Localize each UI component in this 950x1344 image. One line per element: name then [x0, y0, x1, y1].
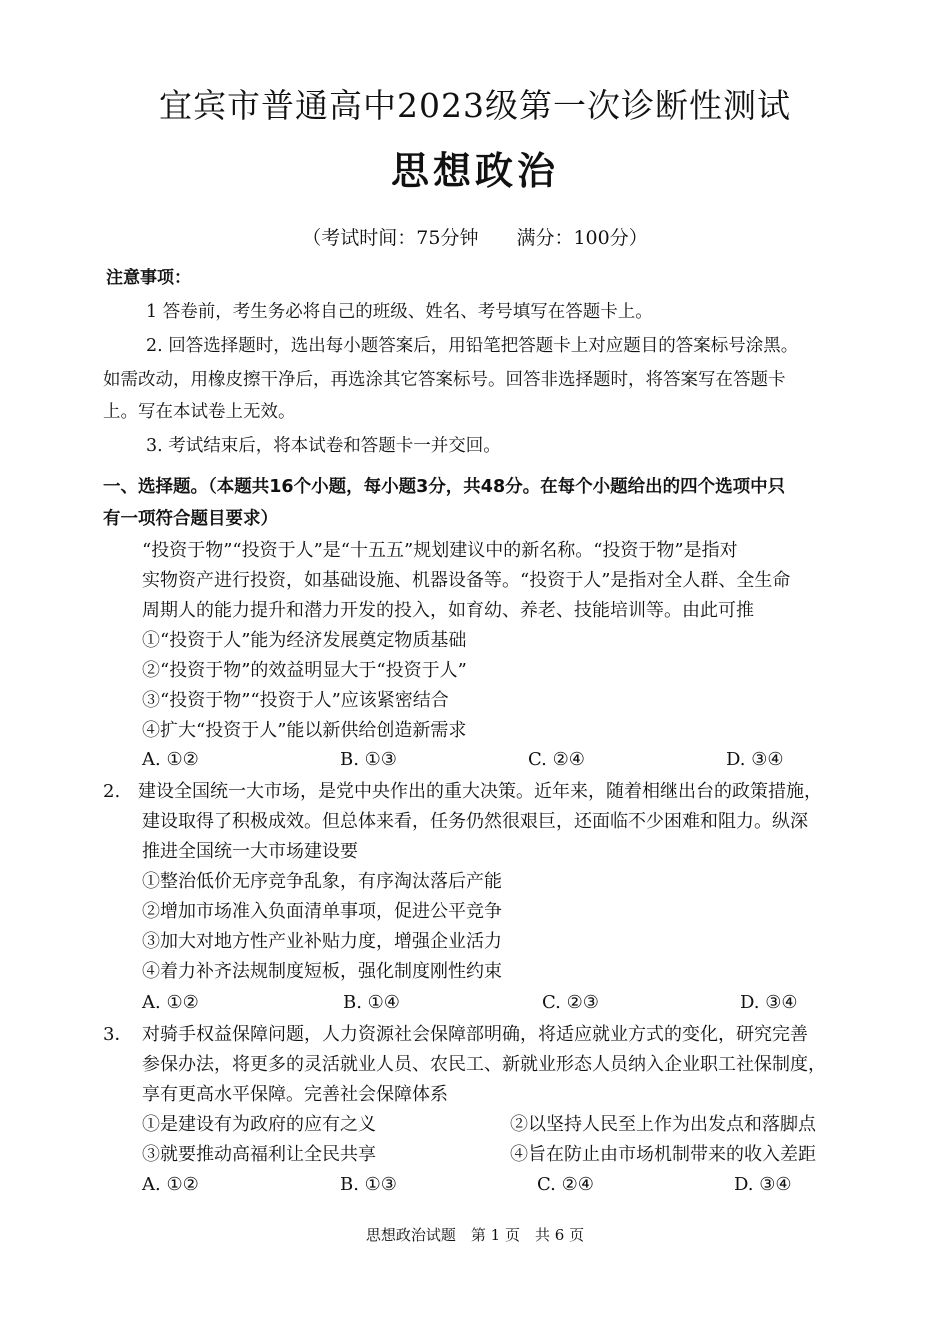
note-line-4: 上。写在本试卷上无效。: [103, 402, 296, 422]
q2-stem-line-2: 建设取得了积极成效。但总体来看，任务仍然很艰巨，还面临不少困难和阻力。纵深: [142, 811, 808, 832]
q1-item-3: ③“投资于物”“投资于人”应该紧密结合: [142, 690, 449, 711]
q3-stem-line-1: 对骑手权益保障问题，人力资源社会保障部明确，将适应就业方式的变化，研究完善: [142, 1024, 808, 1045]
q1-option-a[interactable]: A. ①②: [142, 749, 199, 770]
q1-item-1: ①“投资于人”能为经济发展奠定物质基础: [142, 630, 467, 651]
note-line-3: 如需改动，用橡皮擦干净后，再选涂其它答案标号。回答非选择题时，将答案写在答题卡: [103, 370, 786, 390]
section-heading-line-2: 有一项符合题目要求）: [103, 509, 278, 529]
q2-option-b[interactable]: B. ①④: [343, 992, 400, 1013]
q3-stem-line-2: 参保办法，将更多的灵活就业人员、农民工、新就业形态人员纳入企业职工社保制度，: [142, 1054, 826, 1075]
note-line-5: 3. 考试结束后，将本试卷和答题卡一并交回。: [146, 436, 501, 456]
note-line-1: 1 答卷前，考生务必将自己的班级、姓名、考号填写在答题卡上。: [146, 302, 653, 322]
q2-item-4: ④着力补齐法规制度短板，强化制度刚性约束: [142, 961, 502, 982]
q1-option-d[interactable]: D. ③④: [726, 749, 784, 770]
subject-title: 思想政治: [390, 149, 559, 193]
q3-item-2: ②以坚持人民至上作为出发点和落脚点: [510, 1114, 816, 1135]
q1-stem-line-2: 实物资产进行投资，如基础设施、机器设备等。“投资于人”是指对全人群、全生命: [142, 570, 791, 591]
q3-option-a[interactable]: A. ①②: [142, 1174, 199, 1195]
section-heading-line-1: 一、选择题。（本题共16个小题，每小题3分，共48分。在每个小题给出的四个选项中只: [103, 477, 786, 497]
q3-number: 3．: [103, 1024, 133, 1045]
q3-option-c[interactable]: C. ②④: [537, 1174, 594, 1195]
q3-item-3: ③就要推动高福利让全民共享: [142, 1144, 376, 1165]
page-footer: 思想政治试题 第 1 页 共 6 页: [365, 1226, 585, 1244]
q3-option-b[interactable]: B. ①③: [340, 1174, 397, 1195]
q2-item-3: ③加大对地方性产业补贴力度，增强企业活力: [142, 931, 502, 952]
q3-item-1: ①是建设有为政府的应有之义: [142, 1114, 376, 1135]
q1-stem-line-3: 周期人的能力提升和潜力开发的投入，如育幼、养老、技能培训等。由此可推: [142, 600, 754, 621]
q2-option-d[interactable]: D. ③④: [740, 992, 798, 1013]
exam-title: 宜宾市普通高中2023级第一次诊断性测试: [159, 86, 791, 125]
q2-option-c[interactable]: C. ②③: [542, 992, 599, 1013]
exam-info: （考试时间：75分钟 满分：100分）: [302, 227, 648, 249]
q2-option-a[interactable]: A. ①②: [142, 992, 199, 1013]
q2-stem-line-3: 推进全国统一大市场建设要: [142, 841, 358, 862]
notes-title: 注意事项：: [106, 268, 191, 288]
q1-stem-line-1: “投资于物”“投资于人”是“十五五”规划建议中的新名称。“投资于物”是指对: [142, 540, 738, 561]
q2-item-2: ②增加市场准入负面清单事项，促进公平竞争: [142, 901, 502, 922]
note-line-2: 2. 回答选择题时，选出每小题答案后，用铅笔把答题卡上对应题目的答案标号涂黑。: [146, 336, 799, 356]
q3-option-d[interactable]: D. ③④: [734, 1174, 792, 1195]
q1-option-c[interactable]: C. ②④: [528, 749, 585, 770]
q3-item-4: ④旨在防止由市场机制带来的收入差距: [510, 1144, 816, 1165]
q1-option-b[interactable]: B. ①③: [340, 749, 397, 770]
q3-stem-line-3: 享有更高水平保障。完善社会保障体系: [142, 1084, 448, 1105]
q1-item-4: ④扩大“投资于人”能以新供给创造新需求: [142, 720, 467, 741]
q2-stem-line-1: 建设全国统一大市场，是党中央作出的重大决策。近年来，随着相继出台的政策措施，: [138, 781, 822, 802]
q1-item-2: ②“投资于物”的效益明显大于“投资于人”: [142, 660, 467, 681]
q2-item-1: ①整治低价无序竞争乱象，有序淘汰落后产能: [142, 871, 502, 892]
q2-number: 2.: [103, 781, 121, 802]
